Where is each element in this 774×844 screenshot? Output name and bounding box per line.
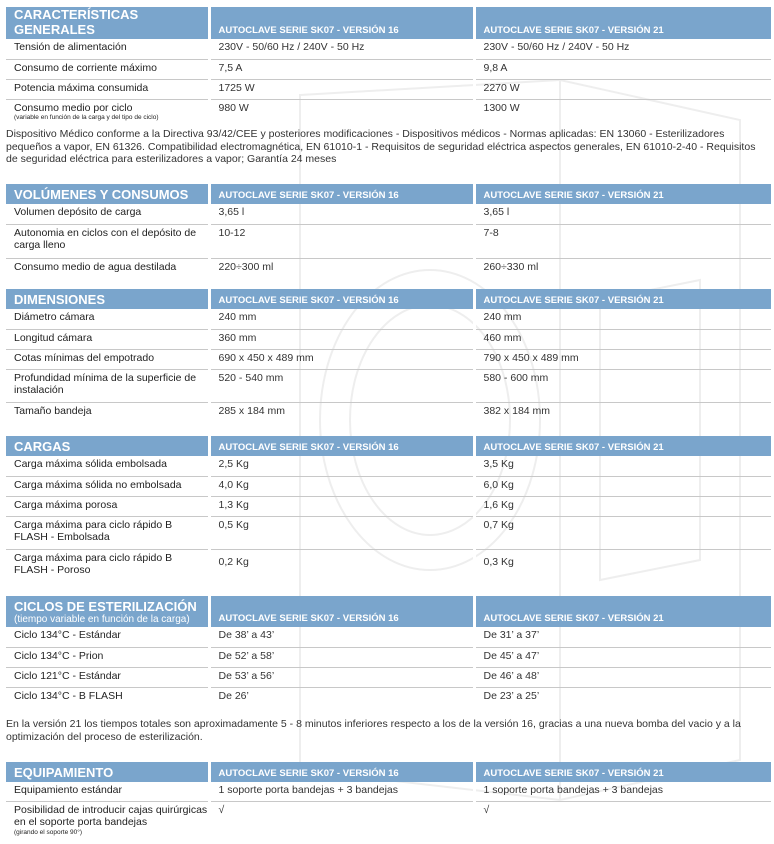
value-v16: 2,5 Kg — [209, 456, 474, 476]
value-v21: √ — [474, 801, 771, 841]
column-header-v21: AUTOCLAVE SERIE SK07 - VERSIÓN 21 — [474, 184, 771, 204]
table-row — [6, 204, 771, 224]
section-title: VOLÚMENES Y CONSUMOS — [6, 184, 209, 204]
value-v21: 1 soporte porta bandejas + 3 bandejas — [474, 782, 771, 801]
row-label: Carga máxima para ciclo rápido B FLASH - Embolsada — [6, 516, 209, 549]
value-v21: 3,5 Kg — [474, 456, 771, 476]
value-v16: √ — [209, 801, 474, 841]
section-title: CARGAS — [6, 436, 209, 456]
row-label: Longitud cámara — [6, 329, 209, 349]
row-label: Ciclo 134°C - B FLASH — [14, 689, 123, 702]
value-v21: 1300 W — [474, 99, 771, 126]
table-row — [6, 79, 771, 99]
cycles-note: En la versión 21 los tiempos totales son aproximadamente 5 - 8 minutos inferiores respecto a los de la versión 16, gracias a una nueva bomba del vacio y a la optimización del proceso de esterilización. — [6, 718, 741, 743]
value-v16: 0,2 Kg — [209, 549, 474, 583]
value-v21: 0,3 Kg — [474, 549, 771, 583]
table-row — [6, 329, 771, 349]
column-header-v16: AUTOCLAVE SERIE SK07 - VERSIÓN 16 — [209, 289, 474, 309]
row-label: Carga máxima para ciclo rápido B FLASH - Poroso — [14, 551, 173, 576]
equipment-table — [6, 762, 771, 841]
table-row — [6, 456, 771, 476]
row-label: Consumo de corriente máximo — [6, 59, 209, 79]
row-label: Potencia máxima consumida — [6, 79, 209, 99]
column-header-v16: AUTOCLAVE SERIE SK07 - VERSIÓN 16 — [209, 7, 474, 39]
value-v16: De 38’ a 43’ — [209, 627, 474, 647]
table-row — [6, 496, 771, 516]
value-v16: 3,65 l — [209, 204, 474, 224]
section-subtitle: (tiempo variable en función de la carga) — [14, 614, 190, 625]
table-row — [6, 516, 771, 549]
value-v16: 7,5 A — [209, 59, 474, 79]
table-row — [6, 258, 771, 278]
table-row — [6, 549, 771, 583]
general-specs-table — [6, 7, 771, 126]
section-title: CARACTERÍSTICAS GENERALES — [6, 7, 209, 39]
value-v21: 7-8 — [474, 224, 771, 258]
row-note: (girando el soporte 90°) — [14, 828, 82, 836]
value-v16: De 53’ a 56’ — [209, 667, 474, 687]
row-label: Ciclo 134°C - Estándar — [6, 627, 209, 647]
value-v21: 1,6 Kg — [474, 496, 771, 516]
value-v21: De 46’ a 48’ — [474, 667, 771, 687]
section-title: DIMENSIONES — [6, 289, 209, 309]
table-row — [6, 647, 771, 667]
table-row — [6, 782, 771, 801]
value-v21: 460 mm — [474, 329, 771, 349]
value-v16: 220÷300 ml — [209, 258, 474, 278]
value-v16: 240 mm — [209, 309, 474, 329]
value-v16: 285 x 184 mm — [209, 402, 474, 422]
row-label: Profundidad mínima de la superficie de instalación — [6, 369, 209, 402]
section-title: CICLOS DE ESTERILIZACIÓN — [14, 599, 197, 614]
value-v21: De 23’ a 25’ — [474, 687, 771, 707]
table-row — [6, 59, 771, 79]
column-header-v16: AUTOCLAVE SERIE SK07 - VERSIÓN 16 — [209, 596, 474, 627]
volumes-table — [6, 184, 771, 278]
value-v16: De 52’ a 58’ — [209, 647, 474, 667]
row-label: Equipamiento estándar — [6, 782, 209, 801]
column-header-v16: AUTOCLAVE SERIE SK07 - VERSIÓN 16 — [209, 762, 474, 782]
value-v16: 1 soporte porta bandejas + 3 bandejas — [209, 782, 474, 801]
table-row — [6, 39, 771, 59]
value-v21: 260÷330 ml — [474, 258, 771, 278]
regulatory-note: Dispositivo Médico conforme a la Directiva 93/42/CEE y posteriores modificaciones - Dispositivos médicos - Normas aplicadas: EN 13060 - Esterilizadores pequeños a vapor, EN 61326. Compatibilidad electromagnética, EN 61010-1 - Requisitos de seguridad eléctrica aspectos generales, EN 61010-2-40 - Requisitos de seguridad eléctrica para esterilizadores a vapor; Garantía 24 meses — [6, 128, 756, 165]
value-v16: 360 mm — [209, 329, 474, 349]
value-v21: De 45’ a 47’ — [474, 647, 771, 667]
row-label: Autonomia en ciclos con el depósito de carga lleno — [6, 224, 209, 258]
column-header-v21: AUTOCLAVE SERIE SK07 - VERSIÓN 21 — [474, 7, 771, 39]
table-row — [6, 369, 771, 402]
row-label: Ciclo 134°C - Prion — [6, 647, 209, 667]
value-v16: 4,0 Kg — [209, 476, 474, 496]
value-v16: 1725 W — [209, 79, 474, 99]
table-row — [6, 627, 771, 647]
dimensions-table — [6, 289, 771, 422]
value-v16: De 26’ — [209, 687, 474, 707]
row-note: (variable en función de la carga y del tipo de ciclo) — [14, 114, 159, 121]
value-v21: 0,7 Kg — [474, 516, 771, 549]
value-v16: 10-12 — [209, 224, 474, 258]
row-label: Cotas mínimas del empotrado — [6, 349, 209, 369]
table-row — [6, 349, 771, 369]
column-header-v21: AUTOCLAVE SERIE SK07 - VERSIÓN 21 — [474, 762, 771, 782]
row-label: Carga máxima sólida embolsada — [6, 456, 209, 476]
row-label: Posibilidad de introducir cajas quirúrgicas en el soporte porta bandejas — [14, 803, 208, 828]
row-label: Volumen depósito de carga — [6, 204, 209, 224]
value-v16: 980 W — [209, 99, 474, 126]
value-v21: 6,0 Kg — [474, 476, 771, 496]
value-v16: 230V - 50/60 Hz / 240V - 50 Hz — [209, 39, 474, 59]
table-row — [6, 309, 771, 329]
table-row — [6, 801, 771, 841]
table-row — [6, 224, 771, 258]
value-v21: 790 x 450 x 489 mm — [474, 349, 771, 369]
row-label: Diámetro cámara — [6, 309, 209, 329]
column-header-v21: AUTOCLAVE SERIE SK07 - VERSIÓN 21 — [474, 289, 771, 309]
row-label: Carga máxima sólida no embolsada — [6, 476, 209, 496]
cycles-table — [6, 596, 771, 707]
value-v16: 0,5 Kg — [209, 516, 474, 549]
value-v21: 580 - 600 mm — [474, 369, 771, 402]
table-row — [6, 99, 771, 126]
row-label: Consumo medio por ciclo — [14, 101, 133, 114]
table-row — [6, 476, 771, 496]
row-label: Tamaño bandeja — [14, 404, 92, 417]
table-row — [6, 402, 771, 422]
row-label: Consumo medio de agua destilada — [14, 260, 177, 273]
value-v21: 2270 W — [474, 79, 771, 99]
column-header-v21: AUTOCLAVE SERIE SK07 - VERSIÓN 21 — [474, 436, 771, 456]
table-row — [6, 687, 771, 707]
value-v21: 382 x 184 mm — [474, 402, 771, 422]
row-label: Carga máxima porosa — [6, 496, 209, 516]
row-label: Tensión de alimentación — [6, 39, 209, 59]
loads-table — [6, 436, 771, 583]
row-label: Ciclo 121°C - Estándar — [6, 667, 209, 687]
value-v21: 230V - 50/60 Hz / 240V - 50 Hz — [474, 39, 771, 59]
value-v21: 240 mm — [474, 309, 771, 329]
column-header-v16: AUTOCLAVE SERIE SK07 - VERSIÓN 16 — [209, 184, 474, 204]
value-v16: 690 x 450 x 489 mm — [209, 349, 474, 369]
value-v21: 9,8 A — [474, 59, 771, 79]
table-row — [6, 667, 771, 687]
value-v21: 3,65 l — [474, 204, 771, 224]
value-v21: De 31’ a 37’ — [474, 627, 771, 647]
section-title: EQUIPAMIENTO — [6, 762, 209, 782]
column-header-v21: AUTOCLAVE SERIE SK07 - VERSIÓN 21 — [474, 596, 771, 627]
value-v16: 520 - 540 mm — [209, 369, 474, 402]
column-header-v16: AUTOCLAVE SERIE SK07 - VERSIÓN 16 — [209, 436, 474, 456]
value-v16: 1,3 Kg — [209, 496, 474, 516]
